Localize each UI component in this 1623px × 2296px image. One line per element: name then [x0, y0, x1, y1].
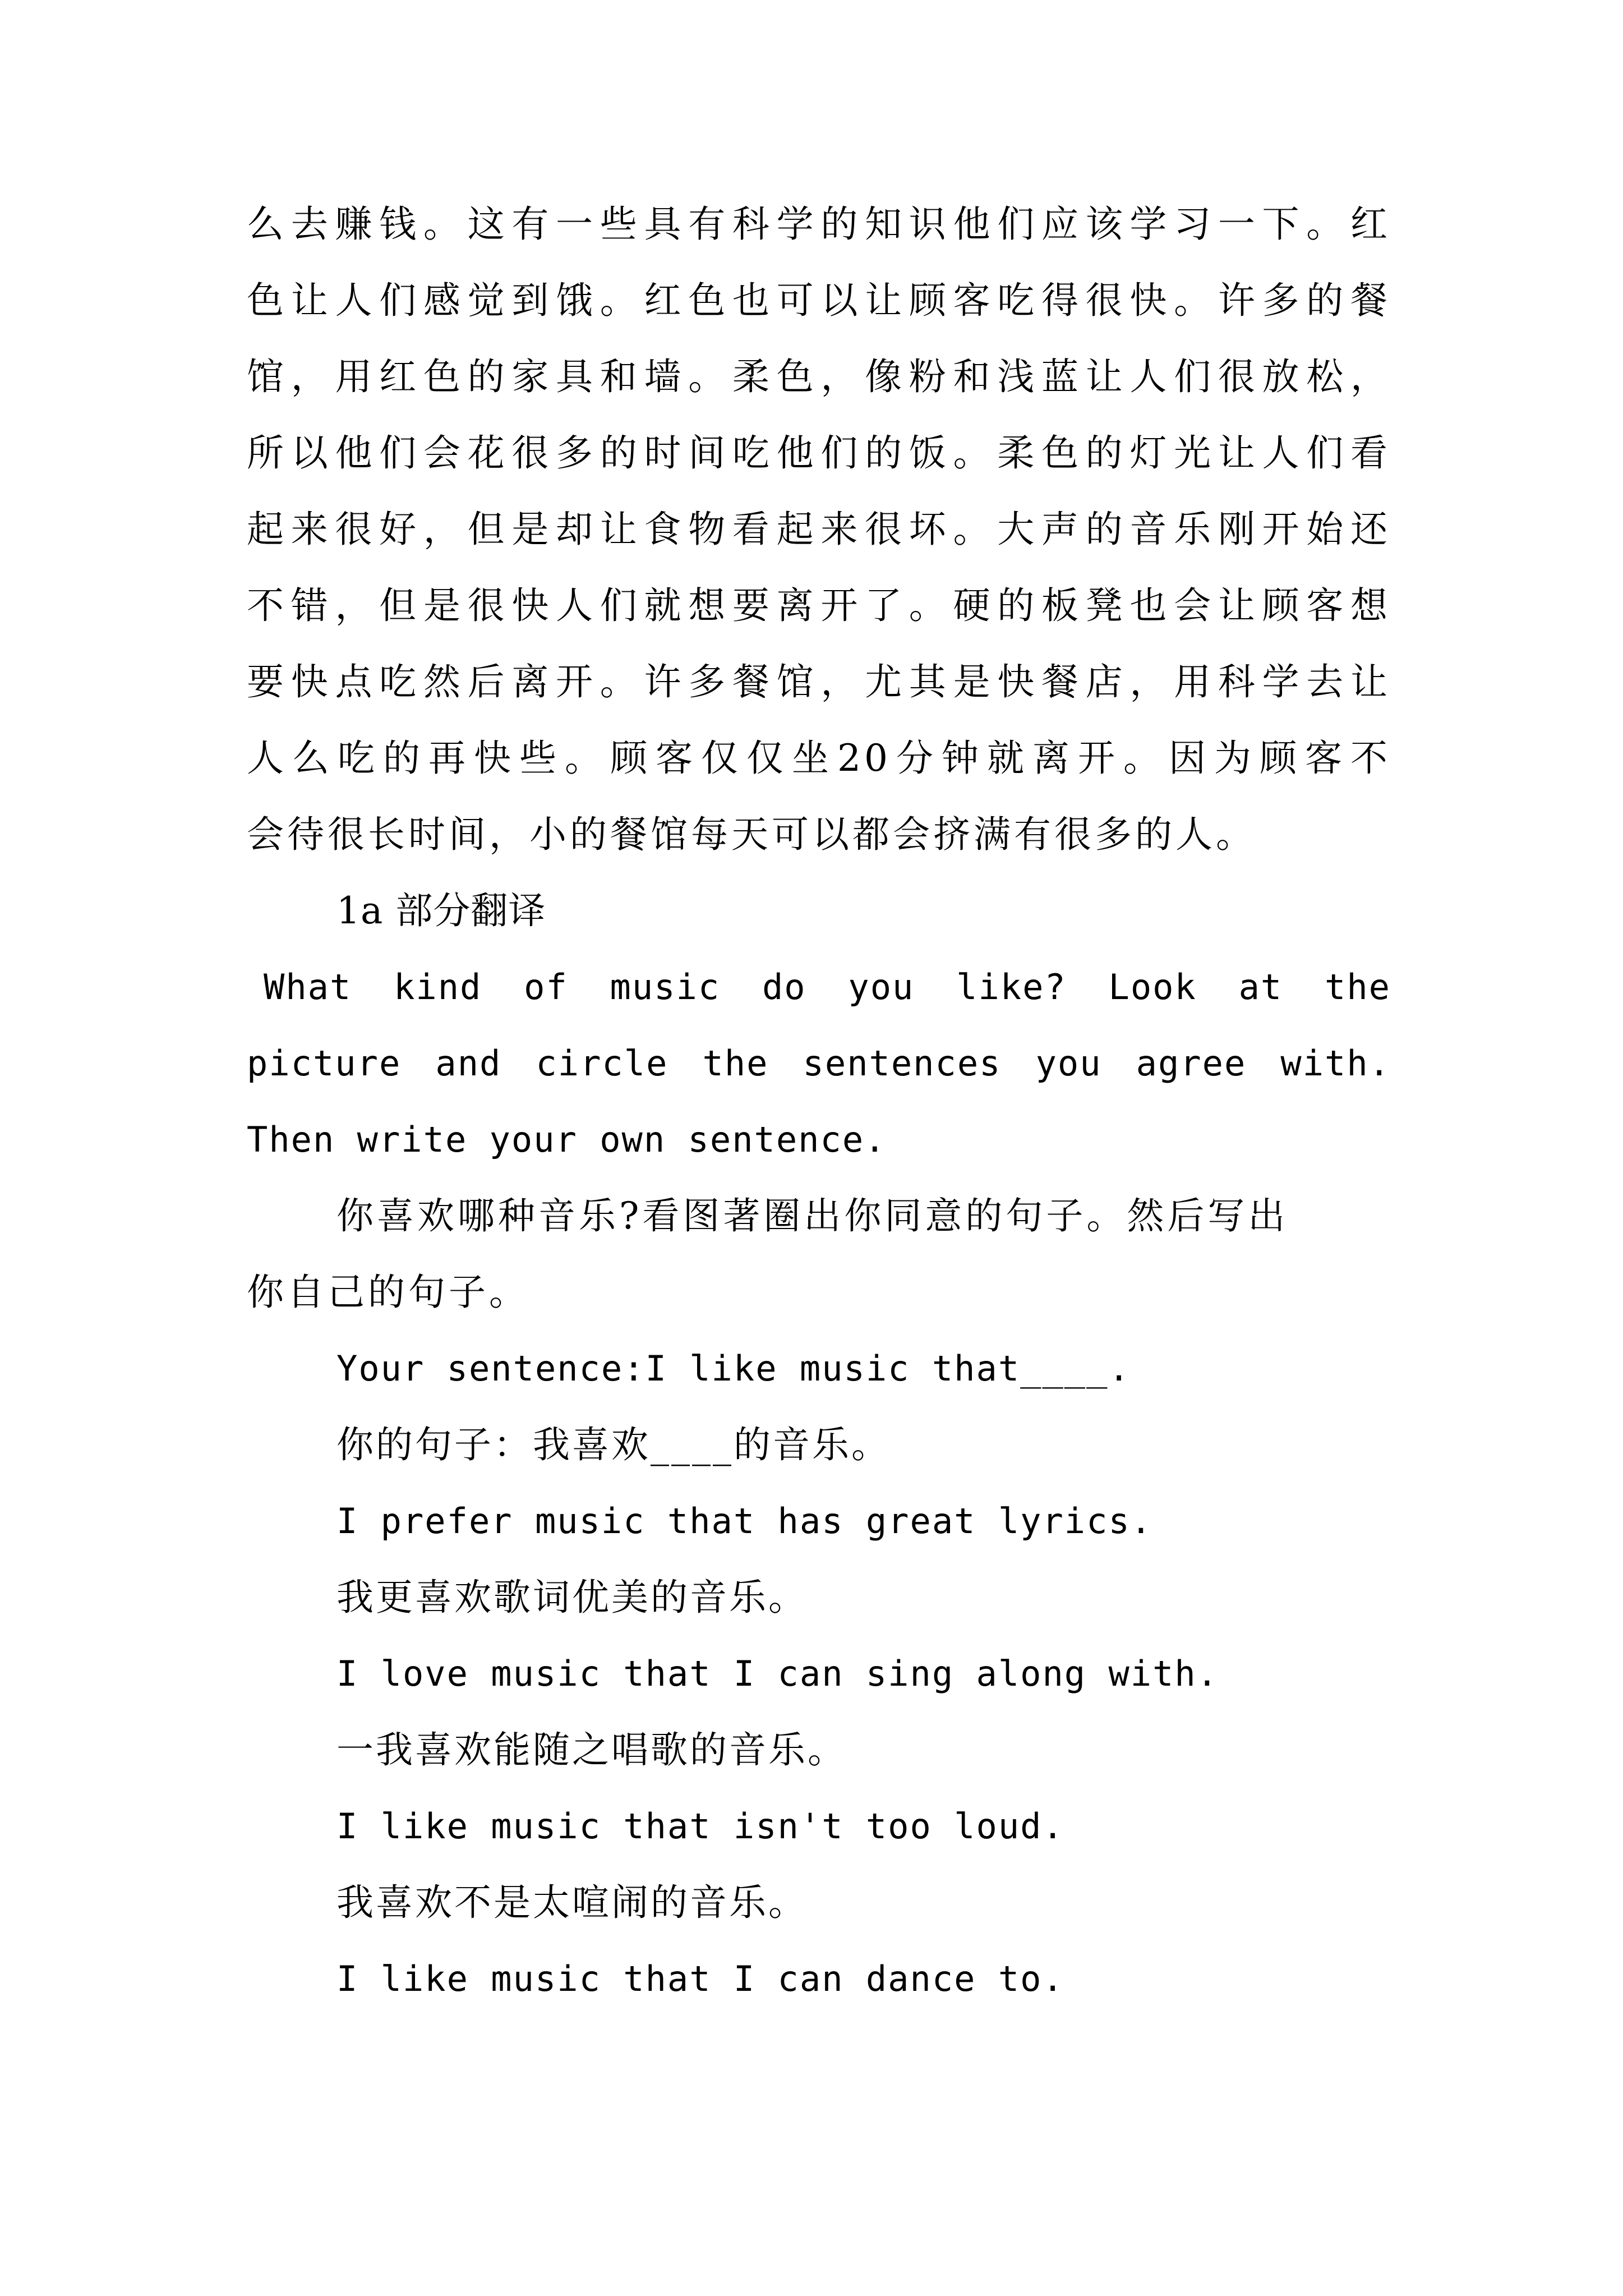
sentence-line: I prefer music that has great lyrics.: [336, 1501, 1153, 1542]
sentence-line: 你的句子：我喜欢____的音乐。: [336, 1423, 891, 1466]
sentence-line: I like music that I can dance to.: [336, 1958, 1064, 1999]
sentence-line: 我喜欢不是太喧闹的音乐。: [336, 1881, 808, 1924]
sentence-line: 我更喜欢歌词优美的音乐。: [336, 1576, 808, 1619]
instruction-cn-line: 你自己的句子。: [247, 1271, 529, 1314]
sentence-line: I love music that I can sing along with.: [336, 1653, 1219, 1694]
paragraph-line: 会待很长时间，小的餐馆每天可以都会挤满有很多的人。: [247, 813, 1256, 856]
paragraph-line: 人么吃的再快些。顾客仅仅坐20分钟就离开。因为顾客不: [247, 737, 1391, 780]
sentence-line: Your sentence:I like music that____.: [336, 1348, 1131, 1389]
instruction-line: What kind of music do you like? Look at the: [264, 967, 1391, 1007]
sentence-line: I like music that isn't too loud.: [336, 1806, 1064, 1847]
instruction-line: picture and circle the sentences you agree with.: [247, 1043, 1391, 1084]
paragraph-line: 起来很好，但是却让食物看起来很坏。大声的音乐刚开始还: [247, 508, 1391, 551]
paragraph-line: 色让人们感觉到饿。红色也可以让顾客吃得很快。许多的餐: [247, 279, 1391, 322]
paragraph-line: 馆，用红色的家具和墙。柔色，像粉和浅蓝让人们很放松，: [247, 355, 1391, 398]
instruction-line: Then write your own sentence.: [247, 1119, 887, 1160]
section-heading: 1a 部分翻译: [336, 889, 546, 932]
instruction-cn-line: 你喜欢哪种音乐?看图著圈出你同意的句子。然后写出: [336, 1194, 1289, 1237]
paragraph-line: 么去赚钱。这有一些具有科学的知识他们应该学习一下。红: [247, 203, 1391, 246]
paragraph-line: 所以他们会花很多的时间吃他们的饭。柔色的灯光让人们看: [247, 431, 1391, 475]
sentence-line: 一我喜欢能随之唱歌的音乐。: [336, 1728, 847, 1772]
paragraph-line: 要快点吃然后离开。许多餐馆，尤其是快餐店，用科学去让: [247, 660, 1391, 703]
paragraph-line: 不错，但是很快人们就想要离开了。硬的板凳也会让顾客想: [247, 584, 1391, 627]
